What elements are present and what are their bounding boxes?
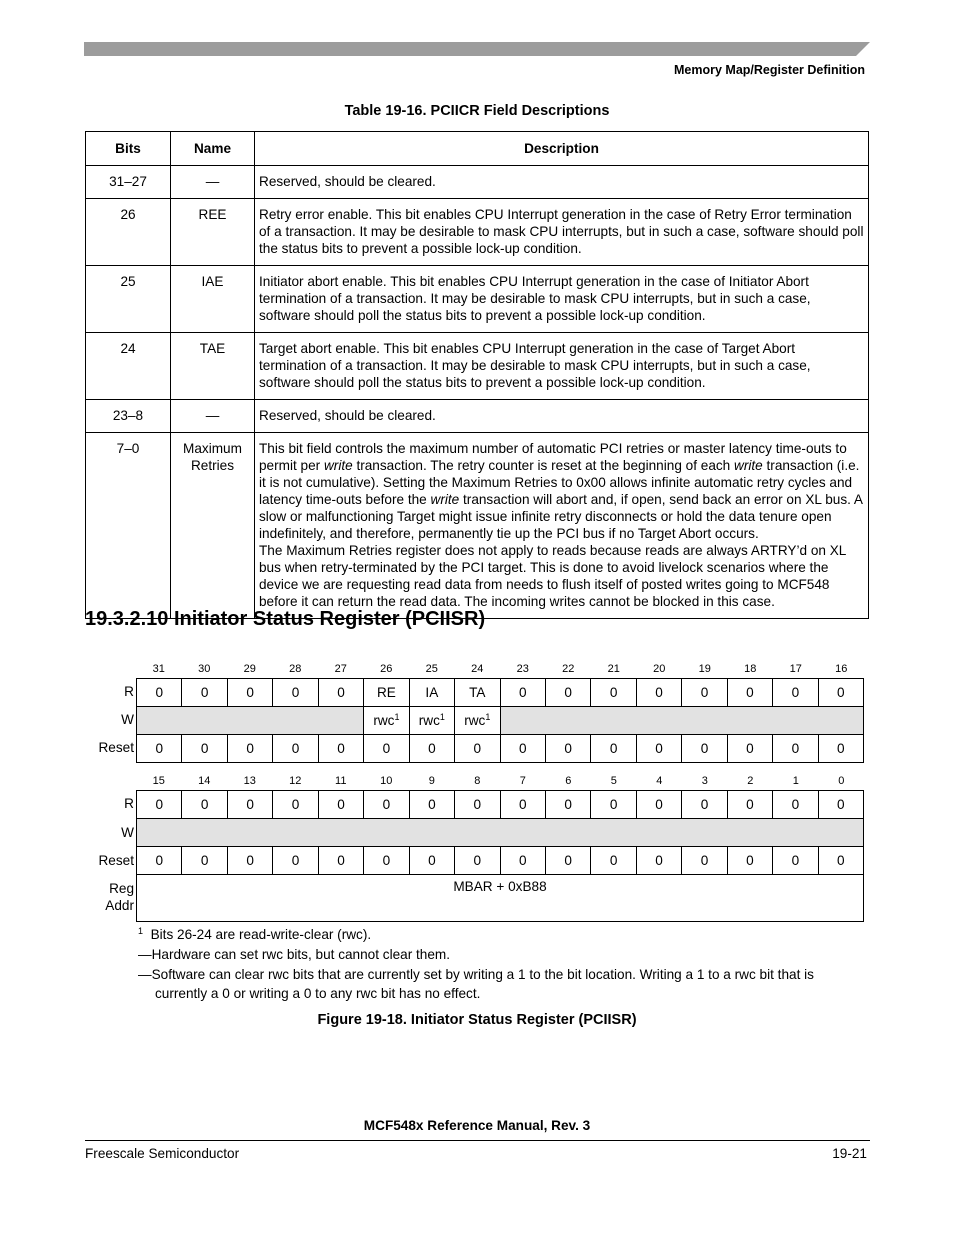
read-cell: 0 xyxy=(727,791,772,819)
read-cell: 0 xyxy=(137,791,182,819)
footnote-text: Bits 26-24 are read-write-clear (rwc). xyxy=(150,927,372,942)
reset-cell: 0 xyxy=(455,847,500,875)
bit-number: 9 xyxy=(428,775,435,787)
read-cell: 0 xyxy=(636,791,681,819)
address-row xyxy=(137,875,864,922)
table-row xyxy=(86,433,869,619)
reset-row xyxy=(137,735,864,763)
reset-cell: 0 xyxy=(591,847,636,875)
read-cell: 0 xyxy=(273,791,318,819)
read-cell: TA xyxy=(455,679,500,707)
read-cell: 0 xyxy=(682,679,727,707)
bits-cell: 24 xyxy=(86,333,171,400)
description-cell: Retry error enable. This bit enables CPU Interrupt generation in the case of Retry Error termination of a transaction. It may be desirable to mask CPU interrupts, but in such a case, software should poll the status bits to prevent a possible lock-up condition. xyxy=(255,199,869,266)
bit-number: 28 xyxy=(289,663,302,675)
bit-number: 3 xyxy=(701,775,708,787)
footer-rule xyxy=(85,1140,870,1141)
table-row xyxy=(86,266,869,333)
bit-number: 13 xyxy=(243,775,256,787)
footnote-line: currently a 0 or writing a 0 to any rwc bit has no effect. xyxy=(155,986,481,1001)
bit-number: 1 xyxy=(792,775,799,787)
name-cell: TAE xyxy=(171,333,255,400)
reserved-field xyxy=(500,707,864,735)
name-cell: REE xyxy=(171,199,255,266)
footnote-ref: 1 xyxy=(439,712,445,722)
desc-text: transaction. The retry counter is reset at the beginning of each xyxy=(352,458,735,473)
read-cell: 0 xyxy=(591,791,636,819)
write-cell-ta xyxy=(455,707,500,735)
bit-number: 14 xyxy=(198,775,211,787)
column-header: Description xyxy=(255,132,869,166)
footnote-line: —Hardware can set rwc bits, but cannot clear them. xyxy=(138,947,451,962)
read-cell: 0 xyxy=(773,679,818,707)
name-cell: — xyxy=(171,400,255,433)
description-cell xyxy=(255,433,869,619)
footnote-line: —Software can clear rwc bits that are currently set by writing a 1 to the bit location. Writing a 1 to a rwc bit that is xyxy=(138,967,814,982)
header-bar xyxy=(84,42,870,56)
read-cell: 0 xyxy=(137,679,182,707)
bit-number: 7 xyxy=(519,775,526,787)
read-cell: 0 xyxy=(364,791,409,819)
row-label-w: W xyxy=(121,825,134,840)
bits-cell: 23–8 xyxy=(86,400,171,433)
reset-cell: 0 xyxy=(409,735,454,763)
read-cell: 0 xyxy=(545,679,590,707)
desc-emphasis: write xyxy=(323,458,353,473)
register-upper-grid xyxy=(136,678,864,763)
read-cell: 0 xyxy=(682,791,727,819)
description-cell: Reserved, should be cleared. xyxy=(255,400,869,433)
read-cell: 0 xyxy=(500,791,545,819)
read-cell: 0 xyxy=(227,791,272,819)
page-number: 19-21 xyxy=(832,1146,867,1161)
footer-manual-title: MCF548x Reference Manual, Rev. 3 xyxy=(363,1118,591,1133)
description-cell: Initiator abort enable. This bit enables CPU Interrupt generation in the case of Initiator Abort termination of a transaction. It may be desirable to mask CPU interrupts, but in such a case, software should poll the status bits to prevent a possible lock-up condition. xyxy=(255,266,869,333)
name-cell: IAE xyxy=(171,266,255,333)
read-cell: 0 xyxy=(227,679,272,707)
footer-company: Freescale Semiconductor xyxy=(85,1146,240,1161)
read-cell: 0 xyxy=(318,679,363,707)
reset-cell: 0 xyxy=(500,847,545,875)
reset-cell: 0 xyxy=(682,735,727,763)
bit-number: 10 xyxy=(380,775,393,787)
name-cell: — xyxy=(171,166,255,199)
reset-cell: 0 xyxy=(137,847,182,875)
reset-cell: 0 xyxy=(545,735,590,763)
reset-row xyxy=(137,847,864,875)
reset-cell: 0 xyxy=(455,735,500,763)
read-cell: 0 xyxy=(545,791,590,819)
bit-number: 18 xyxy=(744,663,757,675)
read-cell: 0 xyxy=(591,679,636,707)
bits-cell: 7–0 xyxy=(86,433,171,619)
bit-number: 4 xyxy=(656,775,663,787)
row-label-addr: Addr xyxy=(105,898,134,913)
read-cell: 0 xyxy=(818,791,863,819)
bit-number: 29 xyxy=(243,663,256,675)
register-lower-grid xyxy=(136,790,864,922)
table-title: Table 19-16. PCIICR Field Descriptions xyxy=(344,103,610,119)
bit-number: 8 xyxy=(474,775,481,787)
read-cell: 0 xyxy=(773,791,818,819)
reset-cell: 0 xyxy=(773,847,818,875)
footnote-ref: 1 xyxy=(394,712,400,722)
row-label-r: R xyxy=(124,796,134,811)
write-row xyxy=(137,707,864,735)
rwc-label: rwc xyxy=(418,713,440,728)
row-label-reset: Reset xyxy=(98,740,134,755)
table-row xyxy=(86,333,869,400)
name-cell: Maximum Retries xyxy=(171,433,255,619)
write-cell-re xyxy=(364,707,409,735)
desc-text: transaction will abort and, if open, send back an error on XL bus. A slow or malfunctioning Target might issue infinite retry disconnects or hold the data tenure open indefinitely, and therefore, permanently tie up the PCI bus if no Target Abort occurs. xyxy=(259,492,863,541)
write-cell-ia xyxy=(409,707,454,735)
read-cell: 0 xyxy=(318,791,363,819)
desc-emphasis: write xyxy=(734,458,763,473)
reset-cell: 0 xyxy=(409,847,454,875)
read-cell: RE xyxy=(364,679,409,707)
reserved-field xyxy=(137,707,364,735)
desc-text: transaction (i.e. it is not cumulative). Setting the Maximum Retries to 0x00 allows infinite automatic retry cycles and latency time-outs before the xyxy=(259,458,860,507)
write-row xyxy=(137,819,864,847)
section-heading: 19.3.2.10 Initiator Status Register (PCIISR) xyxy=(85,608,486,630)
bits-cell: 26 xyxy=(86,199,171,266)
bit-number: 2 xyxy=(747,775,754,787)
reset-cell: 0 xyxy=(818,847,863,875)
figure-caption: Figure 19-18. Initiator Status Register (PCIISR) xyxy=(317,1012,637,1028)
reset-cell: 0 xyxy=(318,735,363,763)
reset-cell: 0 xyxy=(500,735,545,763)
bit-number: 30 xyxy=(198,663,211,675)
table-row xyxy=(86,199,869,266)
register-address: MBAR + 0xB88 xyxy=(137,875,864,922)
description-cell: Reserved, should be cleared. xyxy=(255,166,869,199)
reset-cell: 0 xyxy=(682,847,727,875)
row-label-reset: Reset xyxy=(98,853,134,868)
footnote-marker: 1 xyxy=(138,926,144,936)
bit-number: 11 xyxy=(335,775,347,787)
bit-number: 20 xyxy=(653,663,666,675)
read-cell: 0 xyxy=(409,791,454,819)
reset-cell: 0 xyxy=(227,847,272,875)
read-cell: 0 xyxy=(636,679,681,707)
reset-cell: 0 xyxy=(182,735,227,763)
reset-cell: 0 xyxy=(727,847,772,875)
row-label-reg: Reg xyxy=(109,881,134,896)
read-row xyxy=(137,791,864,819)
read-cell: 0 xyxy=(182,791,227,819)
reset-cell: 0 xyxy=(227,735,272,763)
bit-number: 5 xyxy=(610,775,617,787)
bit-number: 15 xyxy=(152,775,165,787)
reset-cell: 0 xyxy=(591,735,636,763)
bit-number: 12 xyxy=(289,775,302,787)
reset-cell: 0 xyxy=(182,847,227,875)
reset-cell: 0 xyxy=(636,847,681,875)
reset-cell: 0 xyxy=(636,735,681,763)
bit-number: 6 xyxy=(565,775,572,787)
reserved-field xyxy=(137,819,864,847)
bits-cell: 25 xyxy=(86,266,171,333)
footnote-ref: 1 xyxy=(485,712,491,722)
read-cell: 0 xyxy=(818,679,863,707)
bit-number: 27 xyxy=(334,663,347,675)
description-cell: Target abort enable. This bit enables CPU Interrupt generation in the case of Target Abort termination of a transaction. It may be desirable to mask CPU interrupts, but in such a case, software should poll the status bits to prevent a possible lock-up condition. xyxy=(255,333,869,400)
read-cell: 0 xyxy=(182,679,227,707)
reset-cell: 0 xyxy=(364,847,409,875)
reset-cell: 0 xyxy=(273,735,318,763)
rwc-label: rwc xyxy=(464,713,486,728)
rwc-label: rwc xyxy=(373,713,395,728)
bit-number: 16 xyxy=(835,663,848,675)
row-label-w: W xyxy=(121,712,134,727)
bit-number: 31 xyxy=(152,663,165,675)
table-header-row xyxy=(86,132,869,166)
bit-number: 21 xyxy=(607,663,620,675)
bit-number: 25 xyxy=(425,663,438,675)
read-cell: 0 xyxy=(500,679,545,707)
table-row xyxy=(86,400,869,433)
bit-number: 23 xyxy=(516,663,529,675)
reset-cell: 0 xyxy=(773,735,818,763)
desc-emphasis: write xyxy=(430,492,460,507)
field-descriptions-table xyxy=(85,131,869,619)
desc-text: The Maximum Retries register does not apply to reads because reads are always ARTRY’d on XL bus when retry-terminated by the PCI target. This is done to avoid livelock scenarios where the device we are requesting read data from needs to flush itself of posted writes going to MCF548 before it can return the read data. The incoming writes cannot be blocked in this case. xyxy=(259,543,846,609)
bit-number: 24 xyxy=(471,663,484,675)
reset-cell: 0 xyxy=(818,735,863,763)
bit-number: 0 xyxy=(838,775,845,787)
bit-number: 26 xyxy=(380,663,393,675)
running-header: Memory Map/Register Definition xyxy=(674,63,865,77)
column-header: Name xyxy=(171,132,255,166)
read-cell: 0 xyxy=(455,791,500,819)
desc-text: This bit field controls the maximum number of automatic PCI retries or master latency time-outs to permit per xyxy=(259,441,847,473)
bit-number: 17 xyxy=(789,663,802,675)
read-row xyxy=(137,679,864,707)
reset-cell: 0 xyxy=(273,847,318,875)
read-cell: 0 xyxy=(727,679,772,707)
table-row xyxy=(86,166,869,199)
reset-cell: 0 xyxy=(318,847,363,875)
read-cell: IA xyxy=(409,679,454,707)
footnote-1 xyxy=(138,925,371,944)
read-cell: 0 xyxy=(273,679,318,707)
bits-cell: 31–27 xyxy=(86,166,171,199)
bit-numbers-upper xyxy=(136,662,864,676)
reset-cell: 0 xyxy=(364,735,409,763)
bit-number: 19 xyxy=(698,663,711,675)
bit-numbers-lower xyxy=(136,774,864,788)
row-label-r: R xyxy=(124,684,134,699)
reset-cell: 0 xyxy=(545,847,590,875)
reset-cell: 0 xyxy=(137,735,182,763)
reset-cell: 0 xyxy=(727,735,772,763)
bit-number: 22 xyxy=(562,663,575,675)
column-header: Bits xyxy=(86,132,171,166)
